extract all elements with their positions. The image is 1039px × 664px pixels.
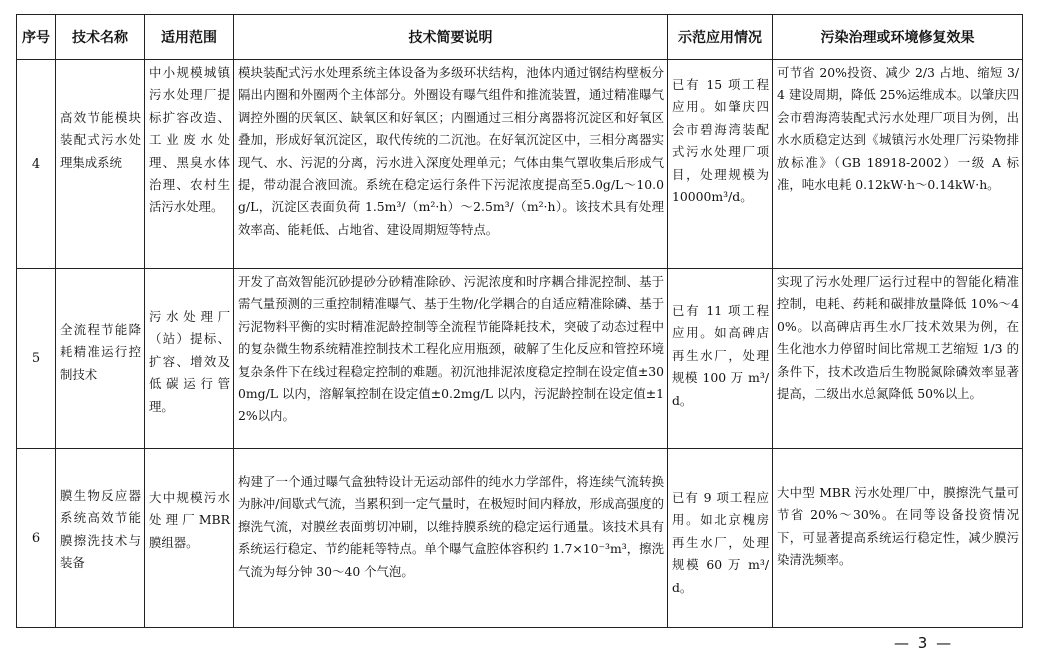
- application-scope-cell: [145, 269, 234, 449]
- technical-description: 开发了高效智能沉砂提砂分砂精准除砂、污泥浓度和时序耦合排泥控制、基于需气量预测的三重控制精准曝气、基于生物/化学耦合的自适应精准除磷、基于污泥物料平衡的实时精准泥龄控制等全流程节能降耗技术，突破了动态过程中的复杂微生物系统精准控制技术工程化应用瓶颈，破解了生化反应和管控环境复杂条件下在线过程稳定控制的难题。初沉池排泥浓度稳定控制在设定值±300mg/L 以内，溶解氧控制在设定值±0.2mg/L 以内，污泥龄控制在设定值±12%以内。: [238, 274, 664, 424]
- demonstration-application-cell: [668, 60, 773, 269]
- remediation-effect: 可节省 20%投资、减少 2/3 占地、缩短 3/4 建设周期，降低 25%运维成本。以肇庆四会市碧海湾装配式污水处理厂项目为例，出水水质稳定达到《城镇污水处理厂污染物排放标准》（GB 18918-2002）一级 A 标准，吨水电耗 0.12kW·h～0.14kW·h。: [777, 65, 1019, 193]
- table-row: [17, 449, 1023, 628]
- remediation-effect-cell: [773, 449, 1023, 628]
- technology-name-cell: [56, 449, 145, 628]
- header-technology-name: 技术名称: [56, 15, 145, 60]
- header-demonstration-application: 示范应用情况: [668, 15, 773, 60]
- technical-description: 模块装配式污水处理系统主体设备为多级环状结构，池体内通过钢结构壁板分隔出内圈和外圈两个主体部分。外圈设有曝气组件和推流装置，通过精准曝气调控外圈的厌氧区、缺氧区和好氧区；内圈通过三相分离器将沉淀区和好氧区叠加，形成好氧沉淀区，取代传统的二沉池。在好氧沉淀区中，三相分离器实现气、水、污泥的分离，污水进入深度处理单元；气体由集气罩收集后形成气提，带动混合液回流。系统在稳定运行条件下污泥浓度提高至5.0g/L～10.0g/L，沉淀区表面负荷 1.5m³/（m²·h）～2.5m³/（m²·h）。该技术具有处理效率高、能耗低、占地省、建设周期短等特点。: [238, 65, 664, 237]
- technology-name: 全流程节能降耗精准运行控制技术: [60, 322, 141, 382]
- application-scope-cell: [145, 449, 234, 628]
- remediation-effect-cell: [773, 269, 1023, 449]
- page-number: — 3 —: [894, 634, 954, 652]
- technology-name-cell: [56, 269, 145, 449]
- technology-name: 高效节能模块装配式污水处理集成系统: [60, 110, 141, 170]
- technology-table: [16, 14, 1023, 628]
- header-application-scope: 适用范围: [145, 15, 234, 60]
- demonstration-application-cell: [668, 449, 773, 628]
- header-technical-description: 技术简要说明: [234, 15, 668, 60]
- demonstration-application: 已有 9 项工程应用。如北京槐房再生水厂，处理规模 60 万 m³/d。: [672, 490, 769, 595]
- application-scope: 污水处理厂（站）提标、扩容、增效及低碳运行管理。: [149, 309, 230, 414]
- row-number: 4: [17, 60, 56, 269]
- remediation-effect-cell: [773, 60, 1023, 269]
- application-scope: 大中规模污水处理厂MBR 膜组器。: [149, 490, 230, 550]
- row-number: 5: [17, 269, 56, 449]
- table-header-row: [17, 15, 1023, 60]
- remediation-effect: 大中型 MBR 污水处理厂中，膜擦洗气量可节省 20%～30%。在同等设备投资情况下，可显著提高系统运行稳定性，减少膜污染清洗频率。: [777, 485, 1019, 568]
- header-serial-number: 序号: [17, 15, 56, 60]
- demonstration-application-cell: [668, 269, 773, 449]
- technical-description-cell: [234, 60, 668, 269]
- demonstration-application: 已有 15 项工程应用。如肇庆四会市碧海湾装配式污水处理厂项目，处理规模为 10000m³/d。: [672, 77, 769, 205]
- technology-name: 膜生物反应器系统高效节能膜擦洗技术与装备: [60, 488, 141, 571]
- remediation-effect: 实现了污水处理厂运行过程中的智能化精准控制，电耗、药耗和碳排放量降低 10%～40%。以高碑店再生水厂技术效果为例，在生化池水力停留时间比常规工艺缩短 1/3 的条件下，技术改造后生物脱氮除磷效率显著提高，二级出水总氮降低 50%以上。: [777, 274, 1019, 402]
- technical-description-cell: [234, 449, 668, 628]
- demonstration-application: 已有 11 项工程应用。如高碑店再生水厂，处理规模 100 万 m³/d。: [672, 303, 769, 408]
- application-scope: 中小规模城镇污水处理厂提标扩容改造、工业废水处理、黑臭水体治理、农村生活污水处理。: [149, 65, 230, 215]
- table-row: [17, 60, 1023, 269]
- technical-description: 构建了一个通过曝气盒独特设计无运动部件的纯水力学部件，将连续气流转换为脉冲/间歇式气流，当累积到一定气量时，在极短时间内释放，形成高强度的擦洗气流，对膜丝表面剪切冲刷，以维持膜系统的稳定运行通量。该技术具有系统运行稳定、节约能耗等特点。单个曝气盒腔体容积约 1.7×10⁻³m³，擦洗气流为每分钟 30～40 个气泡。: [238, 474, 664, 579]
- row-number: 6: [17, 449, 56, 628]
- technical-description-cell: [234, 269, 668, 449]
- application-scope-cell: [145, 60, 234, 269]
- header-remediation-effect: 污染治理或环境修复效果: [773, 15, 1023, 60]
- technology-name-cell: [56, 60, 145, 269]
- table-row: [17, 269, 1023, 449]
